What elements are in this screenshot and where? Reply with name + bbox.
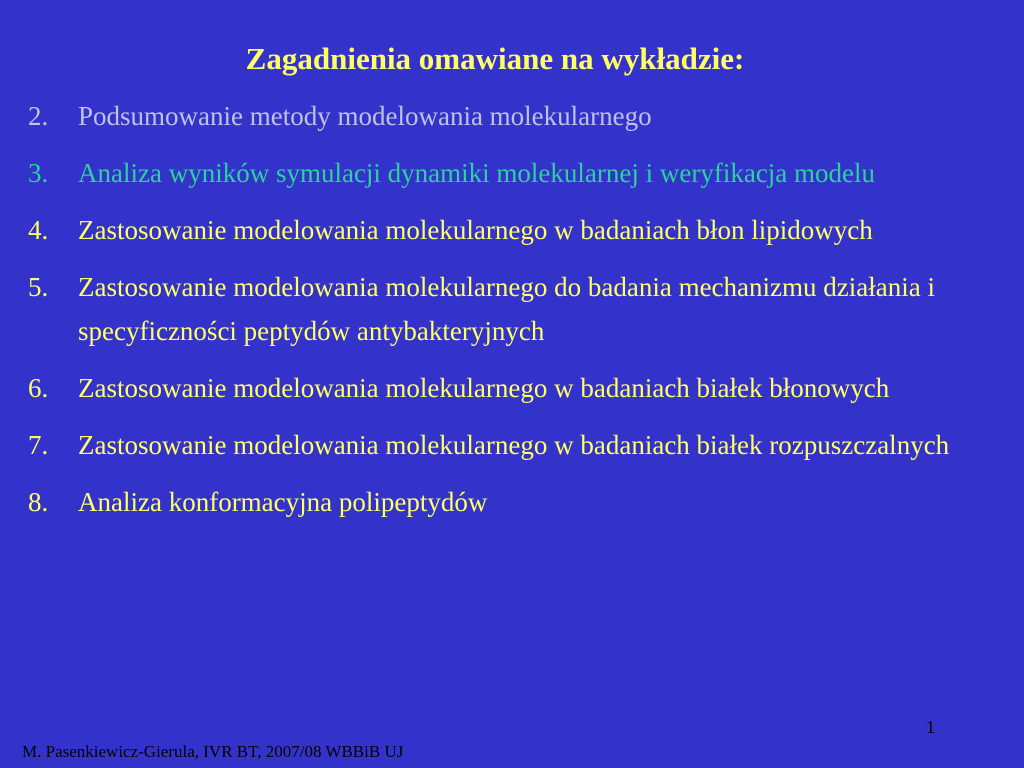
agenda-item-text: Analiza konformacyjna polipeptydów — [78, 487, 488, 517]
agenda-item-number: 8. — [28, 487, 49, 517]
agenda-item — [28, 94, 958, 138]
slide-title: Zagadnienia omawiane na wykładzie: — [245, 41, 745, 76]
agenda-item-number: 7. — [28, 430, 49, 460]
agenda-item-current — [28, 151, 958, 195]
agenda-item-number: 2. — [28, 101, 49, 131]
agenda-item — [28, 480, 958, 524]
agenda-item-number: 5. — [28, 272, 49, 302]
agenda-item-text: Zastosowanie modelowania molekularnego w badaniach białek błonowych — [78, 373, 890, 403]
agenda-item — [28, 423, 958, 467]
slide-number: 1 — [926, 717, 935, 737]
agenda-item — [28, 366, 958, 410]
agenda-item-number: 4. — [28, 215, 49, 245]
agenda-item-number: 3. — [28, 158, 49, 188]
agenda-item-text: Zastosowanie modelowania molekularnego w badaniach błon lipidowych — [78, 215, 873, 245]
agenda-item-text: Zastosowanie modelowania molekularnego w badaniach białek rozpuszczalnych — [78, 430, 950, 460]
agenda-item-number: 6. — [28, 373, 49, 403]
agenda-list — [28, 94, 958, 537]
slide-footer: M. Pasenkiewicz-Gierula, IVR BT, 2007/08 WBBiB UJ — [22, 742, 404, 761]
agenda-item-text: Podsumowanie metody modelowania molekularnego — [78, 101, 652, 131]
agenda-item — [28, 265, 958, 353]
agenda-item — [28, 208, 958, 252]
agenda-item-text: Zastosowanie modelowania molekularnego do badania mechanizmu działania i specyficzności peptydów antybakteryjnych — [78, 272, 935, 346]
agenda-item-text: Analiza wyników symulacji dynamiki molekularnej i weryfikacja modelu — [78, 158, 876, 188]
